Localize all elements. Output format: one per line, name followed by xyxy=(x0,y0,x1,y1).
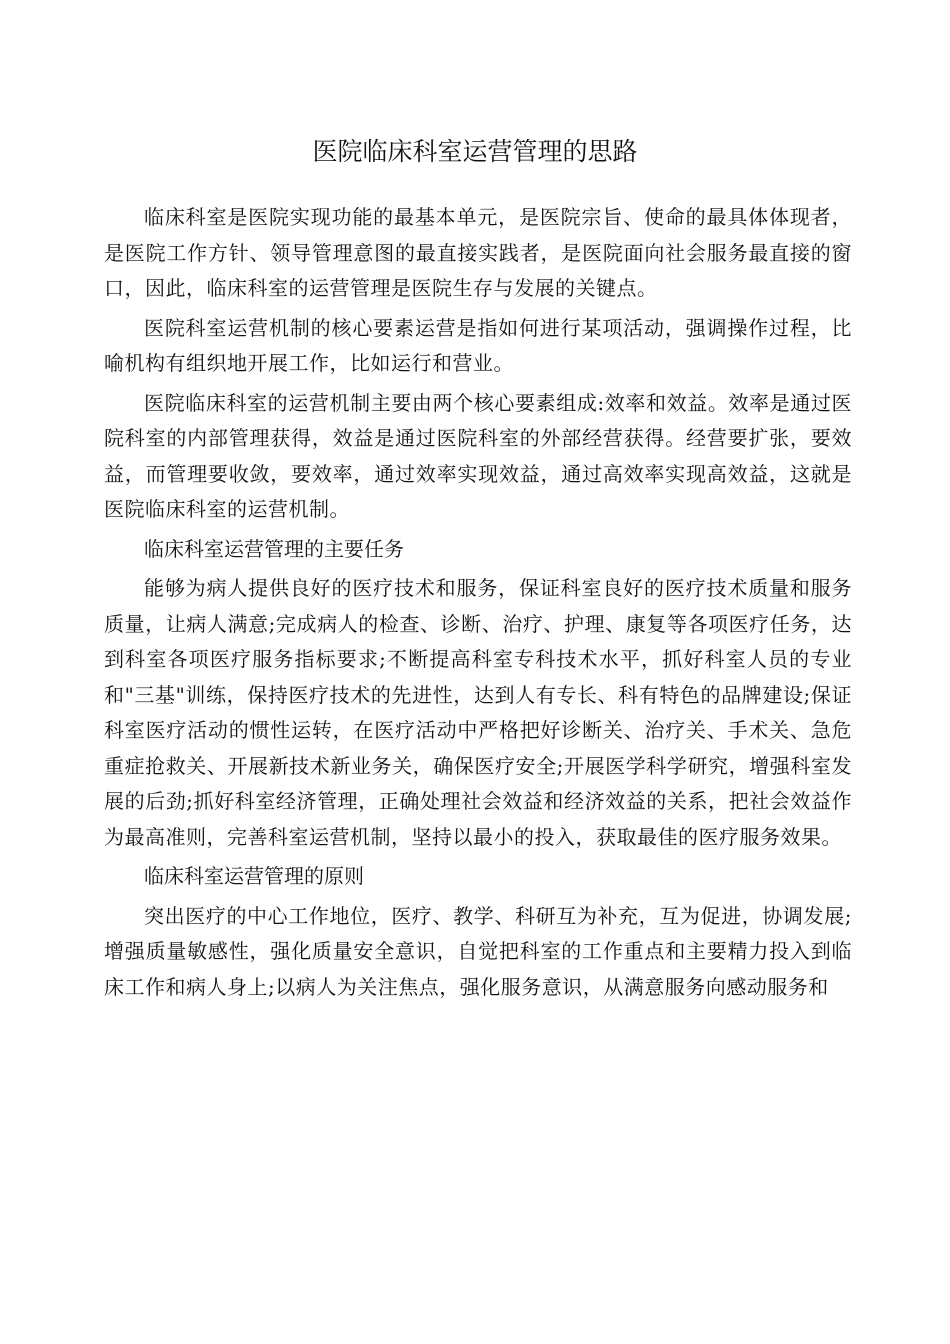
section-heading-main-tasks: 临床科室运营管理的主要任务 xyxy=(144,536,404,561)
paragraph-main-tasks: 能够为病人提供良好的医疗技术和服务，保证科室良好的医疗技术质量和服务质量，让病人满意;完成病人的检查、诊断、治疗、护理、康复等各项医疗任务，达到科室各项医疗服务指标要求;不断提高科室专科技术水平，抓好科室人员的专业和"三基"训练，保持医疗技术的先进性，达到人有专长、科有特色的品牌建设;保证科室医疗活动的惯性运转，在医疗活动中严格把好诊断关、治疗关、手术关、急危重症抢救关、开展新技术新业务关，确保医疗安全;开展医学科学研究，增强科室发展的后劲;抓好科室经济管理，正确处理社会效益和经济效益的关系，把社会效益作为最高准则，完善科室运营机制，坚持以最小的投入，获取最佳的医疗服务效果。 xyxy=(104,576,852,849)
document-body xyxy=(104,200,852,1005)
paragraph-operation-mechanism: 医院临床科室的运营机制主要由两个核心要素组成:效率和效益。效率是通过医院科室的内部管理获得，效益是通过医院科室的外部经营获得。经营要扩张，要效益，而管理要收敛，要效率，通过效率实现效益，通过高效率实现高效益，这就是医院临床科室的运营机制。 xyxy=(104,390,852,521)
document-title: 医院临床科室运营管理的思路 xyxy=(312,137,638,166)
paragraph-principles: 突出医疗的中心工作地位，医疗、教学、科研互为补充，互为促进，协调发展;增强质量敏感性，强化质量安全意识，自觉把科室的工作重点和主要精力投入到临床工作和病人身上;以病人为关注焦点，强化服务意识，从满意服务向感动服务和 xyxy=(104,903,852,999)
paragraph-operation-definition: 医院科室运营机制的核心要素运营是指如何进行某项活动，强调操作过程，比喻机构有组织地开展工作，比如运行和营业。 xyxy=(104,315,852,375)
section-heading-principles: 临床科室运营管理的原则 xyxy=(144,864,364,888)
paragraph-intro: 临床科室是医院实现功能的最基本单元，是医院宗旨、使命的最具体体现者，是医院工作方针、领导管理意图的最直接实践者，是医院面向社会服务最直接的窗口，因此，临床科室的运营管理是医院生存与发展的关键点。 xyxy=(104,205,852,300)
